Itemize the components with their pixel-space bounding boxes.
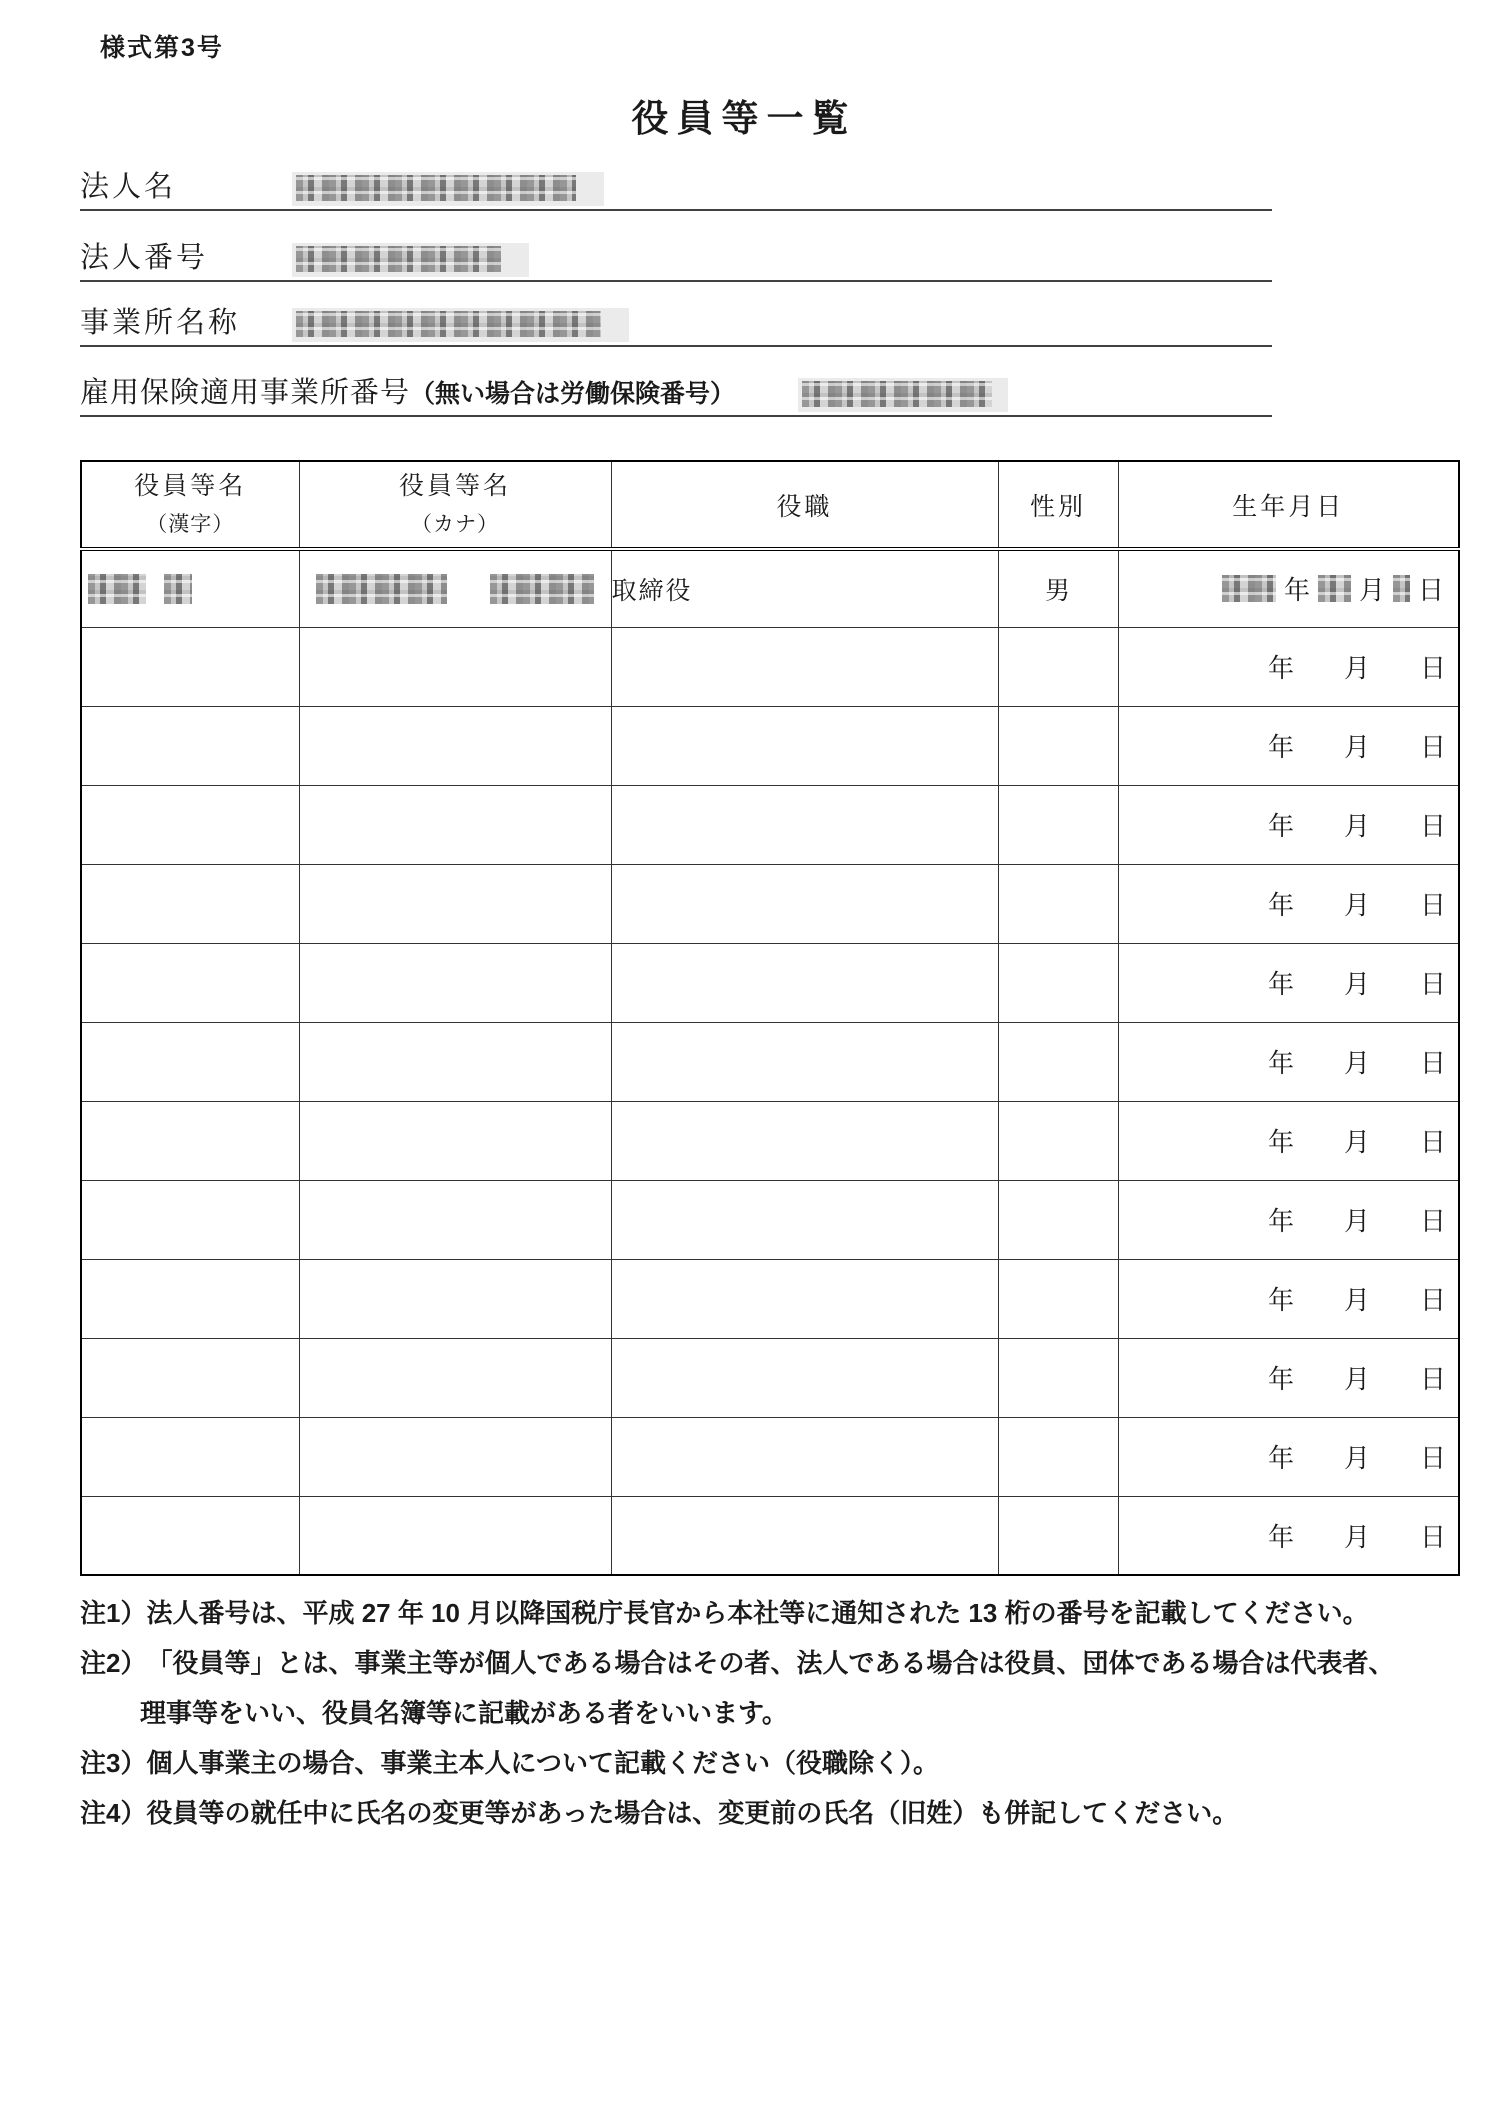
day-unit: 日 bbox=[1419, 970, 1446, 999]
month-unit: 月 bbox=[1343, 1522, 1370, 1552]
col-header-name-kanji-sublabel: （漢字） bbox=[146, 512, 235, 537]
day-unit: 日 bbox=[1419, 1128, 1446, 1157]
empty-cell bbox=[299, 627, 611, 706]
office-name-value-redacted bbox=[292, 308, 629, 342]
month-unit: 月 bbox=[1343, 1128, 1370, 1157]
year-unit: 年 bbox=[1267, 1286, 1294, 1315]
redaction-pixelation bbox=[802, 381, 992, 407]
employment-insurance-number-label: 雇用保険適用事業所番号 bbox=[80, 377, 411, 409]
year-unit: 年 bbox=[1267, 1365, 1294, 1394]
employment-insurance-number-value-redacted bbox=[798, 378, 1008, 412]
empty-cell bbox=[611, 1180, 998, 1259]
day-unit: 日 bbox=[1419, 1444, 1446, 1473]
corporate-number-label: 法人番号 bbox=[80, 242, 209, 274]
employment-insurance-number-label-note: （無い場合は労働保険番号） bbox=[410, 380, 736, 408]
year-unit: 年 bbox=[1267, 1049, 1294, 1078]
redaction-pixelation bbox=[1318, 575, 1351, 602]
empty-cell bbox=[611, 1101, 998, 1180]
empty-officer-row bbox=[81, 706, 1459, 785]
empty-cell bbox=[611, 785, 998, 864]
officer-name-kana-cell bbox=[299, 549, 611, 627]
year-unit: 年 bbox=[1283, 576, 1310, 606]
month-unit: 月 bbox=[1343, 812, 1370, 841]
empty-cell bbox=[81, 1496, 299, 1575]
note-2-text: 「役員等」とは、事業主等が個人である場合はその者、法人である場合は役員、団体である場合は代表者、 bbox=[146, 1647, 1395, 1678]
empty-cell bbox=[611, 706, 998, 785]
note-3 bbox=[80, 1736, 1450, 1786]
empty-cell bbox=[611, 864, 998, 943]
empty-cell bbox=[299, 1496, 611, 1575]
empty-cell bbox=[299, 1101, 611, 1180]
empty-officer-row bbox=[81, 1496, 1459, 1575]
day-unit: 日 bbox=[1419, 654, 1446, 683]
empty-cell bbox=[998, 1259, 1118, 1338]
year-unit: 年 bbox=[1267, 1207, 1294, 1236]
month-unit: 月 bbox=[1343, 1207, 1370, 1236]
birthdate-placeholder-cell bbox=[1118, 1180, 1459, 1259]
empty-officer-row bbox=[81, 1417, 1459, 1496]
col-header-birthdate: 生年月日 bbox=[1118, 461, 1459, 549]
empty-cell bbox=[299, 1022, 611, 1101]
empty-officer-row bbox=[81, 785, 1459, 864]
table-header-row bbox=[81, 461, 1459, 549]
birthdate-placeholder-cell bbox=[1118, 1338, 1459, 1417]
note-3-prefix: 注3） bbox=[80, 1747, 147, 1778]
notes-section bbox=[80, 1586, 1450, 1836]
birthdate-placeholder-cell bbox=[1118, 706, 1459, 785]
empty-officer-row bbox=[81, 627, 1459, 706]
field-office-name bbox=[80, 297, 1272, 347]
day-unit: 日 bbox=[1419, 1049, 1446, 1078]
officer-name-kanji-cell bbox=[81, 549, 299, 627]
empty-cell bbox=[299, 1259, 611, 1338]
empty-cell bbox=[81, 1259, 299, 1338]
year-unit: 年 bbox=[1267, 1128, 1294, 1157]
empty-cell bbox=[81, 1180, 299, 1259]
month-unit: 月 bbox=[1343, 1286, 1370, 1315]
empty-cell bbox=[299, 1180, 611, 1259]
field-corporate-number bbox=[80, 232, 1272, 282]
empty-cell bbox=[998, 1180, 1118, 1259]
redaction-pixelation bbox=[490, 574, 594, 604]
empty-cell bbox=[998, 706, 1118, 785]
empty-cell bbox=[611, 1417, 998, 1496]
officer-birthdate-cell bbox=[1118, 549, 1459, 627]
empty-cell bbox=[998, 1496, 1118, 1575]
empty-cell bbox=[299, 1417, 611, 1496]
birthdate-placeholder-cell bbox=[1118, 943, 1459, 1022]
redaction-pixelation bbox=[1222, 575, 1276, 602]
empty-cell bbox=[611, 943, 998, 1022]
birthdate-placeholder-cell bbox=[1118, 1259, 1459, 1338]
empty-cell bbox=[611, 627, 998, 706]
empty-cell bbox=[998, 1101, 1118, 1180]
empty-cell bbox=[81, 943, 299, 1022]
empty-cell bbox=[81, 1417, 299, 1496]
redaction-pixelation bbox=[88, 574, 146, 604]
birthdate-placeholder-cell bbox=[1118, 1022, 1459, 1101]
office-name-label: 事業所名称 bbox=[80, 307, 241, 339]
col-header-name-kana-label: 役員等名 bbox=[398, 472, 511, 500]
day-unit: 日 bbox=[1419, 812, 1446, 841]
redaction-pixelation bbox=[164, 574, 192, 604]
redaction-pixelation bbox=[296, 246, 501, 272]
year-unit: 年 bbox=[1267, 654, 1294, 683]
note-4-prefix: 注4） bbox=[80, 1797, 147, 1828]
empty-cell bbox=[299, 785, 611, 864]
day-unit: 日 bbox=[1419, 1365, 1446, 1394]
empty-cell bbox=[998, 1417, 1118, 1496]
empty-officer-row bbox=[81, 1338, 1459, 1417]
empty-cell bbox=[299, 864, 611, 943]
col-header-name-kana bbox=[299, 461, 611, 549]
col-header-position: 役職 bbox=[611, 461, 998, 549]
empty-cell bbox=[998, 785, 1118, 864]
birthdate-placeholder-cell bbox=[1118, 1101, 1459, 1180]
month-unit: 月 bbox=[1343, 891, 1370, 920]
empty-cell bbox=[611, 1496, 998, 1575]
empty-cell bbox=[81, 864, 299, 943]
birthdate-placeholder-cell bbox=[1118, 1496, 1459, 1575]
officers-table bbox=[80, 460, 1460, 1576]
month-unit: 月 bbox=[1343, 654, 1370, 683]
month-unit: 月 bbox=[1343, 733, 1370, 762]
note-3-text: 個人事業主の場合、事業主本人について記載ください（役職除く）。 bbox=[146, 1747, 939, 1778]
month-unit: 月 bbox=[1343, 1049, 1370, 1078]
empty-cell bbox=[81, 785, 299, 864]
col-header-gender: 性別 bbox=[998, 461, 1118, 549]
empty-cell bbox=[998, 943, 1118, 1022]
empty-officer-row bbox=[81, 1180, 1459, 1259]
year-unit: 年 bbox=[1267, 1522, 1294, 1552]
note-2-continued bbox=[80, 1686, 1450, 1736]
note-1-prefix: 注1） bbox=[80, 1597, 147, 1628]
empty-officer-row bbox=[81, 1022, 1459, 1101]
month-unit: 月 bbox=[1358, 576, 1385, 606]
year-unit: 年 bbox=[1267, 812, 1294, 841]
page-title: 役員等一覧 bbox=[631, 98, 857, 139]
birthdate-placeholder-cell bbox=[1118, 864, 1459, 943]
field-employment-insurance-number bbox=[80, 367, 1272, 417]
month-unit: 月 bbox=[1343, 970, 1370, 999]
note-1 bbox=[80, 1586, 1450, 1636]
month-unit: 月 bbox=[1343, 1444, 1370, 1473]
corporate-name-value-redacted bbox=[292, 172, 604, 206]
day-unit: 日 bbox=[1419, 1286, 1446, 1315]
empty-cell bbox=[611, 1022, 998, 1101]
empty-cell bbox=[998, 1022, 1118, 1101]
empty-cell bbox=[611, 1259, 998, 1338]
day-unit: 日 bbox=[1419, 733, 1446, 762]
note-1-text: 法人番号は、平成 27 年 10 月以降国税庁長官から本社等に通知された 13 桁の番号を記載してください。 bbox=[146, 1597, 1369, 1628]
empty-officer-row bbox=[81, 943, 1459, 1022]
empty-officer-row bbox=[81, 1259, 1459, 1338]
empty-cell bbox=[81, 1022, 299, 1101]
birthdate-placeholder-cell bbox=[1118, 785, 1459, 864]
empty-cell bbox=[81, 706, 299, 785]
note-2-prefix: 注2） bbox=[80, 1647, 147, 1678]
empty-cell bbox=[998, 627, 1118, 706]
corporate-number-value-redacted bbox=[292, 243, 529, 277]
col-header-name-kanji-label: 役員等名 bbox=[134, 472, 247, 500]
empty-cell bbox=[299, 1338, 611, 1417]
col-header-name-kanji bbox=[81, 461, 299, 549]
year-unit: 年 bbox=[1267, 891, 1294, 920]
empty-cell bbox=[998, 1338, 1118, 1417]
empty-cell bbox=[998, 864, 1118, 943]
note-2-text-continued: 理事等をいい、役員名簿等に記載がある者をいいます。 bbox=[140, 1697, 788, 1728]
birthdate-placeholder-cell bbox=[1118, 627, 1459, 706]
officer-gender-cell: 男 bbox=[998, 549, 1118, 627]
empty-cell bbox=[611, 1338, 998, 1417]
form-number: 様式第3号 bbox=[100, 34, 224, 62]
year-unit: 年 bbox=[1267, 970, 1294, 999]
note-4-text: 役員等の就任中に氏名の変更等があった場合は、変更前の氏名（旧姓）も併記してください。 bbox=[146, 1797, 1239, 1828]
note-4 bbox=[80, 1786, 1450, 1836]
redaction-pixelation bbox=[296, 311, 601, 337]
year-unit: 年 bbox=[1267, 1444, 1294, 1473]
redaction-pixelation bbox=[296, 175, 576, 201]
field-corporate-name bbox=[80, 161, 1272, 211]
empty-cell bbox=[299, 706, 611, 785]
empty-cell bbox=[299, 943, 611, 1022]
empty-officer-row bbox=[81, 1101, 1459, 1180]
day-unit: 日 bbox=[1417, 576, 1444, 606]
day-unit: 日 bbox=[1419, 1207, 1446, 1236]
day-unit: 日 bbox=[1419, 1522, 1446, 1552]
redaction-pixelation bbox=[1393, 575, 1410, 602]
empty-cell bbox=[81, 627, 299, 706]
redaction-pixelation bbox=[316, 574, 447, 604]
day-unit: 日 bbox=[1419, 891, 1446, 920]
empty-officer-row bbox=[81, 864, 1459, 943]
col-header-name-kana-sublabel: （カナ） bbox=[411, 512, 499, 537]
empty-cell bbox=[81, 1101, 299, 1180]
note-2 bbox=[80, 1636, 1450, 1686]
corporate-name-label: 法人名 bbox=[80, 171, 177, 203]
officer-position-cell: 取締役 bbox=[611, 549, 998, 627]
birthdate-placeholder-cell bbox=[1118, 1417, 1459, 1496]
empty-cell bbox=[81, 1338, 299, 1417]
officer-row bbox=[81, 549, 1459, 627]
month-unit: 月 bbox=[1343, 1365, 1370, 1394]
year-unit: 年 bbox=[1267, 733, 1294, 762]
